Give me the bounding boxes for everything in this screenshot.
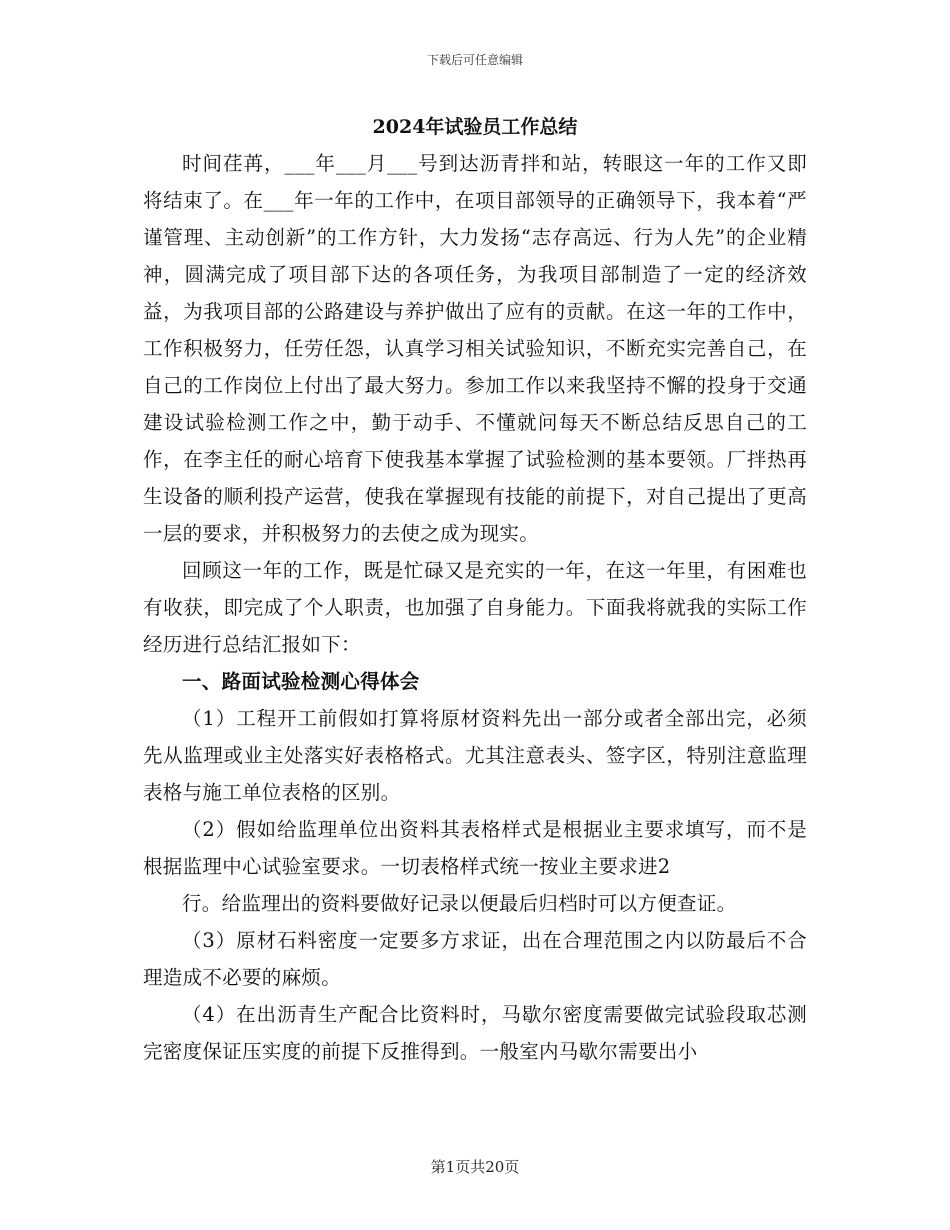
page-header: 下载后可任意编辑 xyxy=(426,53,523,67)
list-item-2-continued: 行。给监理出的资料要做好记录以便最后归档时可以方便查证。 xyxy=(182,892,737,915)
list-item-3: （3）原材石料密度一定要多方求证，出在合理范围之内以防最后不合理造成不必要的麻烦。 xyxy=(143,929,807,989)
document-body xyxy=(143,145,807,1070)
paragraph-intro: 时间荏苒，___年___月___号到达沥青拌和站，转眼这一年的工作又即将结束了。在___年一年的工作中，在项目部领导的正确领导下，我本着“严谨管理、主动创新”的工作方针，大力发扬“志存高远、行为人先”的企业精神，圆满完成了项目部下达的各项任务，为我项目部制造了一定的经济效益，为我项目部的公路建设与养护做出了应有的贡献。在这一年的工作中，工作积极努力，任劳任怨，认真学习相关试验知识，不断充实完善自己，在自己的工作岗位上付出了最大努力。参加工作以来我坚持不懈的投身于交通建设试验检测工作之中，勤于动手、不懂就问每天不断总结反思自己的工作，在李主任的耐心培育下使我基本掌握了试验检测的基本要领。厂拌热再生设备的顺利投产运营，使我在掌握现有技能的前提下，对自己提出了更高一层的要求，并积极努力的去使之成为现实。 xyxy=(143,152,807,545)
list-item-2: （2）假如给监理单位出资料其表格样式是根据业主要求填写，而不是根据监理中心试验室要求。一切表格样式统一按业主要求进2 xyxy=(143,818,807,878)
section-heading: 一、路面试验检测心得体会 xyxy=(182,670,420,693)
page-footer: 第1页共20页 xyxy=(430,1158,520,1176)
document-title: 2024年试验员工作总结 xyxy=(372,116,578,138)
list-item-1: （1）工程开工前假如打算将原材资料先出一部分或者全部出完，必须先从监理或业主处落实好表格格式。尤其注意表头、签字区，特别注意监理表格与施工单位表格的区别。 xyxy=(143,707,807,804)
paragraph-review: 回顾这一年的工作，既是忙碌又是充实的一年，在这一年里，有困难也有收获，即完成了个人职责，也加强了自身能力。下面我将就我的实际工作经历进行总结汇报如下： xyxy=(143,559,807,656)
list-item-4: （4）在出沥青生产配合比资料时，马歇尔密度需要做完试验段取芯测完密度保证压实度的前提下反推得到。一般室内马歇尔需要出小 xyxy=(143,1003,807,1063)
